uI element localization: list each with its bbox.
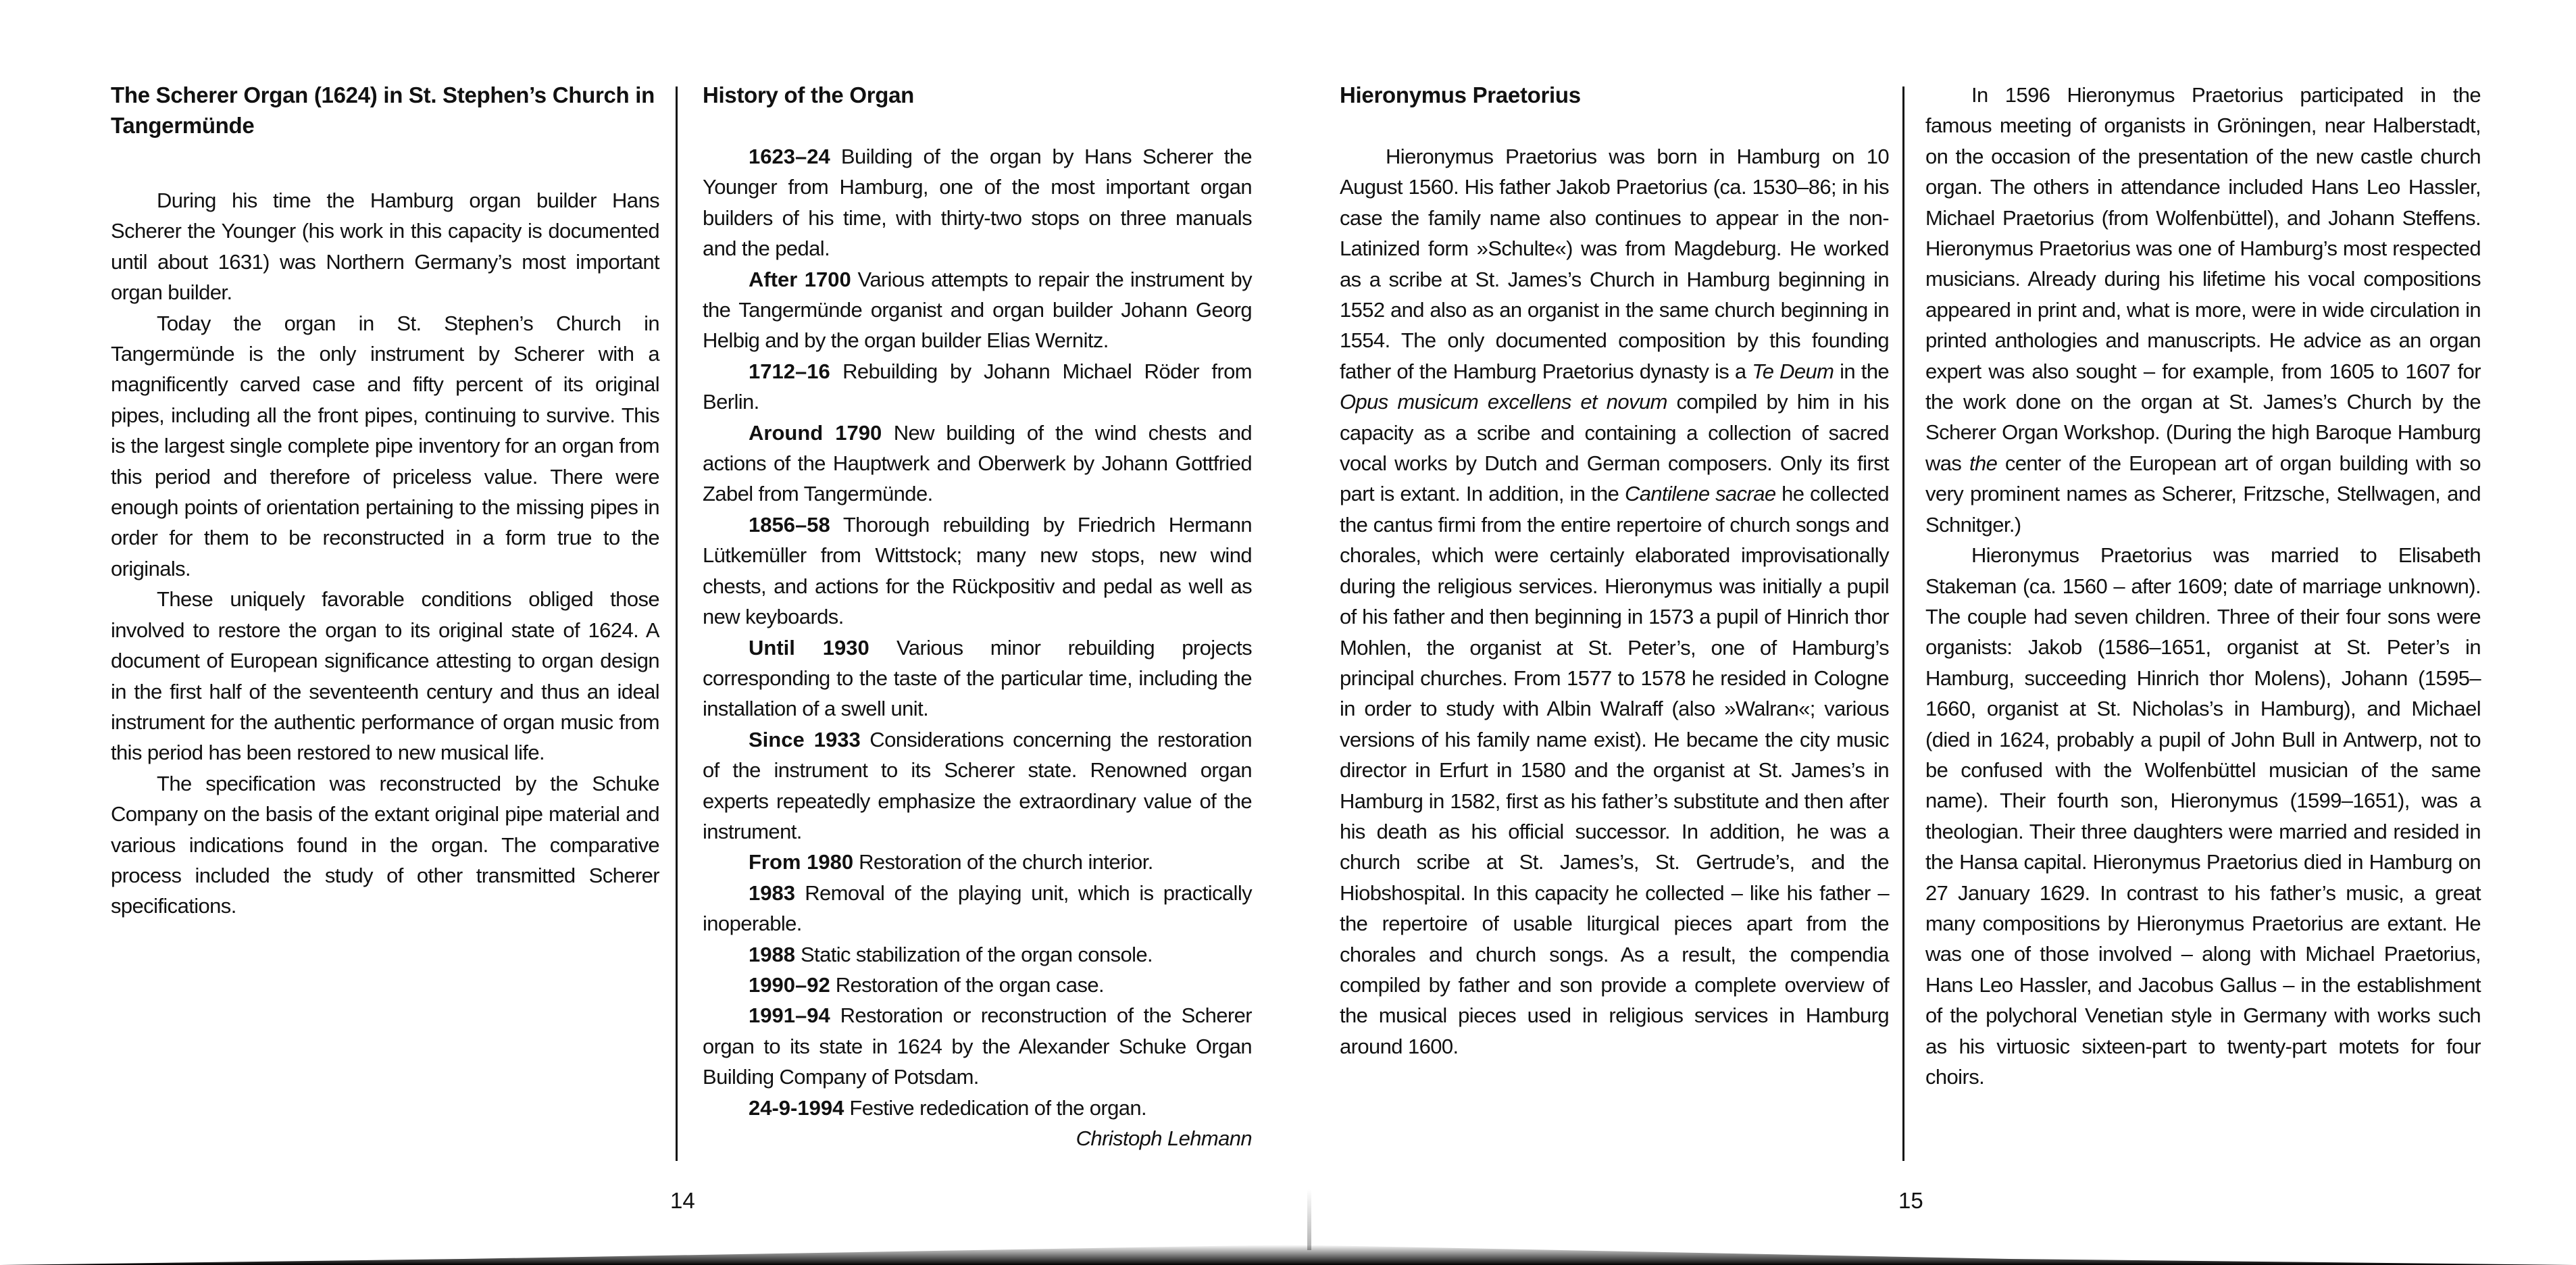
paragraph [1925,80,2481,540]
history-entry [703,878,1252,939]
italic-title: Cantilene sacrae [1624,482,1776,506]
entry-text: Various attempts to repair the instrument by the Tangermünde organist and organ builder Johann Georg Helbig and by the organ builder Elias Wernitz. [703,267,1252,353]
text-run: he collected the cantus firmi from the entire repertoire of church songs and chorales, which were certainly elaborated improvisationally during the religious services. Hieronymus was initially a pupil of his father and then beginning in 1573 a pupil of Hinrich thor Mohlen, the organist at St. Peter’s, one of Hamburg’s principal churches. From 1577 to 1578 he resided in Cologne in order to study with Albin Walraff (also »Walran«; various versions of his family name exist). He became the city music director in Erfurt in 1580 and the organist at St. James’s in Hamburg in 1582, first as his father’s substitute and then after his death as his official successor. In addition, he was a church scribe at St. James’s, St. Gertrude’s, and the Hiobshospital. In this capacity he collected – like his father – the repertoire of usable liturgical pieces apart from the chorales and church songs. As a result, the compendia compiled by father and son provide a complete overview of the musical pieces used in religious services in Hamburg around 1600. [1340,482,1889,1058]
entry-text: Restoration or reconstruction of the Scherer organ to its state in 1624 by the Alexander Schuke Organ Building Company of Potsdam. [703,1003,1252,1089]
text-run: center of the European art of organ building with so very prominent names as Scherer, Fritzsche, Stellwagen, and Schnitger.) [1925,451,2481,537]
paragraph: During his time the Hamburg organ builder Hans Scherer the Younger (his work in this capacity is documented until about 1631) was Northern Germany’s most important organ builder. [111,189,659,305]
paragraph: Today the organ in St. Stephen’s Church in Tangermünde is the only instrument by Scherer with a magnificently carved case and fifty percent of its original pipes, including all the front pipes, continuing to survive. This is the largest single complete pipe inventory for an organ from this period and therefore of priceless value. There were enough points of orientation pertaining to the missing pipes in order for them to be reconstructed in a form true to the originals. [111,311,659,580]
scan-edge-shadow [0,1245,2576,1265]
paragraph: Hieronymus Praetorius was married to Elisabeth Stakeman (ca. 1560 – after 1609; date of marriage unknown). The couple had seven children. Three of their four sons were organists: Jakob (1586–1651, organist at St. Peter’s in Hamburg, succeeding Hinrich thor Molens), Johann (1595–1660, organist at St. Nicholas’s in Hamburg), and Michael (died in 1624, probably a pupil of John Bull in Antwerp, not to be confused with the Wolfenbüttel musician of the same name). Their fourth son, Hieronymus (1599–1651), was a theologian. Their three daughters were married and resided in the Hansa capital. Hieronymus Praetorius died in Hamburg on 27 January 1629. In contrast to his father’s music, a great many compositions by Hieronymus Praetorius are extant. He was one of those involved – along with Michael Praetorius, Hans Leo Hassler, and Jacobus Gallus – in the establishment of the polychoral Venetian style in Germany with works such as his virtuosic sixteen-part to twenty-part motets for four choirs. [1925,543,2481,1089]
entry-date: Around 1790 [749,420,882,445]
paragraph: The specification was reconstructed by the Schuke Company on the basis of the extant original pipe material and various indications found in the organ. The comparative process included the study of other transmitted Scherer specifications. [111,771,659,918]
history-entry [703,141,1252,264]
entry-date: 1990–92 [749,972,830,997]
spine-crease [1307,1189,1311,1250]
page-number-right: 15 [1898,1188,1923,1213]
entry-date: 1988 [749,942,795,966]
entry-date: 1983 [749,880,795,905]
entry-date: 24-9-1994 [749,1095,844,1120]
author-signature: Christoph Lehmann [1076,1126,1252,1150]
entry-date: From 1980 [749,850,854,874]
history-entry [703,264,1252,356]
entry-text: Restoration of the church interior. [859,850,1153,874]
entry-text: Festive rededication of the organ. [849,1095,1147,1120]
entry-date: 1856–58 [749,512,830,537]
paragraph [1340,141,1889,1062]
column-praetorius [1340,80,1889,1062]
entry-date: Since 1933 [749,727,861,751]
italic-title: Te Deum [1752,359,1834,383]
history-entry [703,632,1252,724]
section-title-scherer-organ: The Scherer Organ (1624) in St. Stephen’s Church in Tangermünde [111,82,655,138]
history-entry [703,356,1252,418]
entry-text: Rebuilding by Johann Michael Röder from Berlin. [703,359,1252,414]
column-history [703,80,1252,1154]
section-title-history: History of the Organ [703,82,915,107]
entry-date: 1712–16 [749,359,830,383]
history-entry [703,847,1252,877]
history-entry [703,1000,1252,1092]
history-entry [703,510,1252,632]
column-divider [676,86,678,1161]
entry-text: Various minor rebuilding projects corresponding to the taste of the particular time, including the installation of a swell unit. [703,635,1253,721]
history-entry [703,418,1252,510]
section-title-praetorius: Hieronymus Praetorius [1340,82,1581,107]
italic-title: Opus musicum excellens et novum [1340,390,1667,414]
entry-date: After 1700 [749,267,851,291]
entry-text: Building of the organ by Hans Scherer the Younger from Hamburg, one of the most important organ builders of his time, with thirty-two stops on three manuals and the pedal. [703,145,1252,261]
entry-date: 1991–94 [749,1003,830,1028]
history-entry [703,970,1252,1000]
italic-emphasis: the [1969,451,1998,475]
entry-text: Considerations concerning the restoration of the instrument to its Scherer state. Renowned organ experts repeatedly emphasize the extraordinary value of the instrument. [703,727,1253,843]
column-scherer-organ [111,80,659,922]
history-entry [703,724,1252,847]
text-run: In 1596 Hieronymus Praetorius participated in the famous meeting of organists in Gröningen, near Halberstadt, on the occasion of the presentation of the new castle church organ. The others in attendance included Hans Leo Hassler, Michael Praetorius (from Wolfenbüttel), and Johann Steffens. Hieronymus Praetorius was one of Hamburg’s most respected musicians. Already during his lifetime his vocal compositions appeared in print and, what is more, were in wide circulation in printed anthologies and manuscripts. He advice as an organ expert was also sought – for example, from 1605 to 1607 for the work done on the organ at St. James’s Church by the Scherer Organ Workshop. (During the high Baroque Hamburg was [1925,83,2481,475]
entry-date: 1623–24 [749,145,830,168]
text-run: compiled by him in his capacity as a scribe and containing a collection of sacred vocal works by Dutch and German composers. Only its first part is extant. In addition, in the [1340,390,1889,506]
entry-text: Thorough rebuilding by Friedrich Hermann Lütkemüller from Wittstock; many new stops, new wind chests, and actions for the Rückpositiv and pedal as well as new keyboards. [703,512,1253,629]
entry-text: New building of the wind chests and actions of the Hauptwerk and Oberwerk by Johann Gottfried Zabel from Tangermünde. [703,420,1252,506]
text-run: Hieronymus Praetorius was born in Hamburg on 10 August 1560. His father Jakob Praetorius (ca. 1530–86; in his case the family name also continues to appear in the non-Latinized form »Schulte«) was from Magdeburg. He worked as a scribe at St. James’s Church in Hamburg beginning in 1552 and also as an organist in the same church beginning in 1554. The only documented composition by this founding father of the Hamburg Praetorius dynasty is a [1340,145,1889,383]
page-number-left: 14 [670,1188,695,1213]
entry-text: Static stabilization of the organ console. [800,942,1153,966]
text-run: in the [1834,359,1889,383]
history-entry [703,1093,1252,1123]
column-praetorius-continued [1925,80,2481,1092]
paragraph: These uniquely favorable conditions obliged those involved to restore the organ to its original state of 1624. A document of European significance attesting to organ design in the first half of the seventeenth century and thus an ideal instrument for the authentic performance of organ music from this period has been restored to new musical life. [111,587,659,765]
entry-text: Removal of the playing unit, which is practically inoperable. [703,880,1253,936]
entry-date: Until 1930 [749,635,869,660]
column-divider [1902,86,1904,1161]
entry-text: Restoration of the organ case. [835,972,1105,997]
history-entry [703,939,1252,970]
